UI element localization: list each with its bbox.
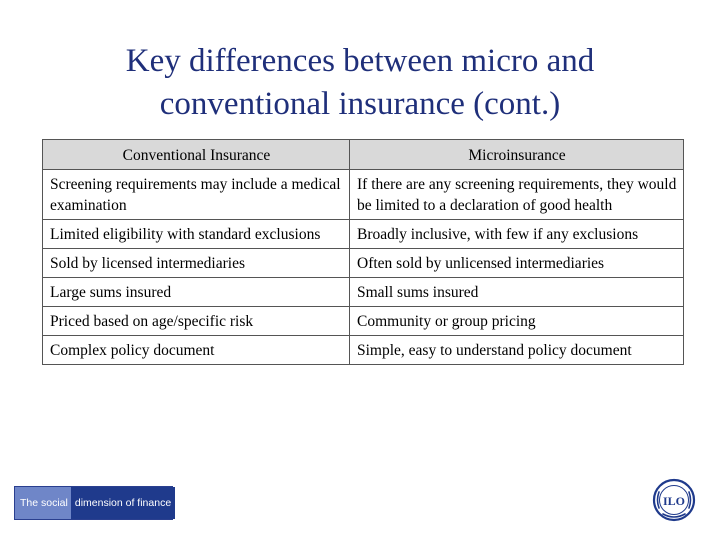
cell-conventional: Large sums insured [43, 278, 350, 307]
slide-title [0, 40, 720, 126]
ilo-logo-text: ILO [662, 494, 686, 508]
cell-conventional: Priced based on age/specific risk [43, 307, 350, 336]
header-microinsurance: Microinsurance [350, 140, 684, 170]
header-conventional: Conventional Insurance [43, 140, 350, 170]
cell-microinsurance: Broadly inclusive, with few if any exclusions [350, 220, 684, 249]
comparison-table [42, 139, 684, 365]
table-row [43, 336, 684, 365]
cell-microinsurance: Often sold by unlicensed intermediaries [350, 249, 684, 278]
table-header-row [43, 140, 684, 170]
title-line-2: conventional insurance (cont.) [159, 86, 561, 123]
cell-conventional: Sold by licensed intermediaries [43, 249, 350, 278]
cell-microinsurance: Community or group pricing [350, 307, 684, 336]
badge-text-part2: dimension of finance [71, 487, 175, 519]
cell-conventional: Complex policy document [43, 336, 350, 365]
social-finance-badge [14, 486, 173, 520]
cell-microinsurance: If there are any screening requirements, they would be limited to a declaration of good health [350, 170, 684, 220]
table-row [43, 307, 684, 336]
cell-conventional: Screening requirements may include a medical examination [43, 170, 350, 220]
table-row [43, 220, 684, 249]
cell-conventional: Limited eligibility with standard exclusions [43, 220, 350, 249]
ilo-logo-icon [652, 478, 696, 522]
table-row [43, 249, 684, 278]
title-line-1: Key differences between micro and [125, 43, 595, 80]
table-row [43, 170, 684, 220]
table-row [43, 278, 684, 307]
cell-microinsurance: Small sums insured [350, 278, 684, 307]
cell-microinsurance: Simple, easy to understand policy document [350, 336, 684, 365]
badge-text-part1: The social [15, 487, 71, 519]
